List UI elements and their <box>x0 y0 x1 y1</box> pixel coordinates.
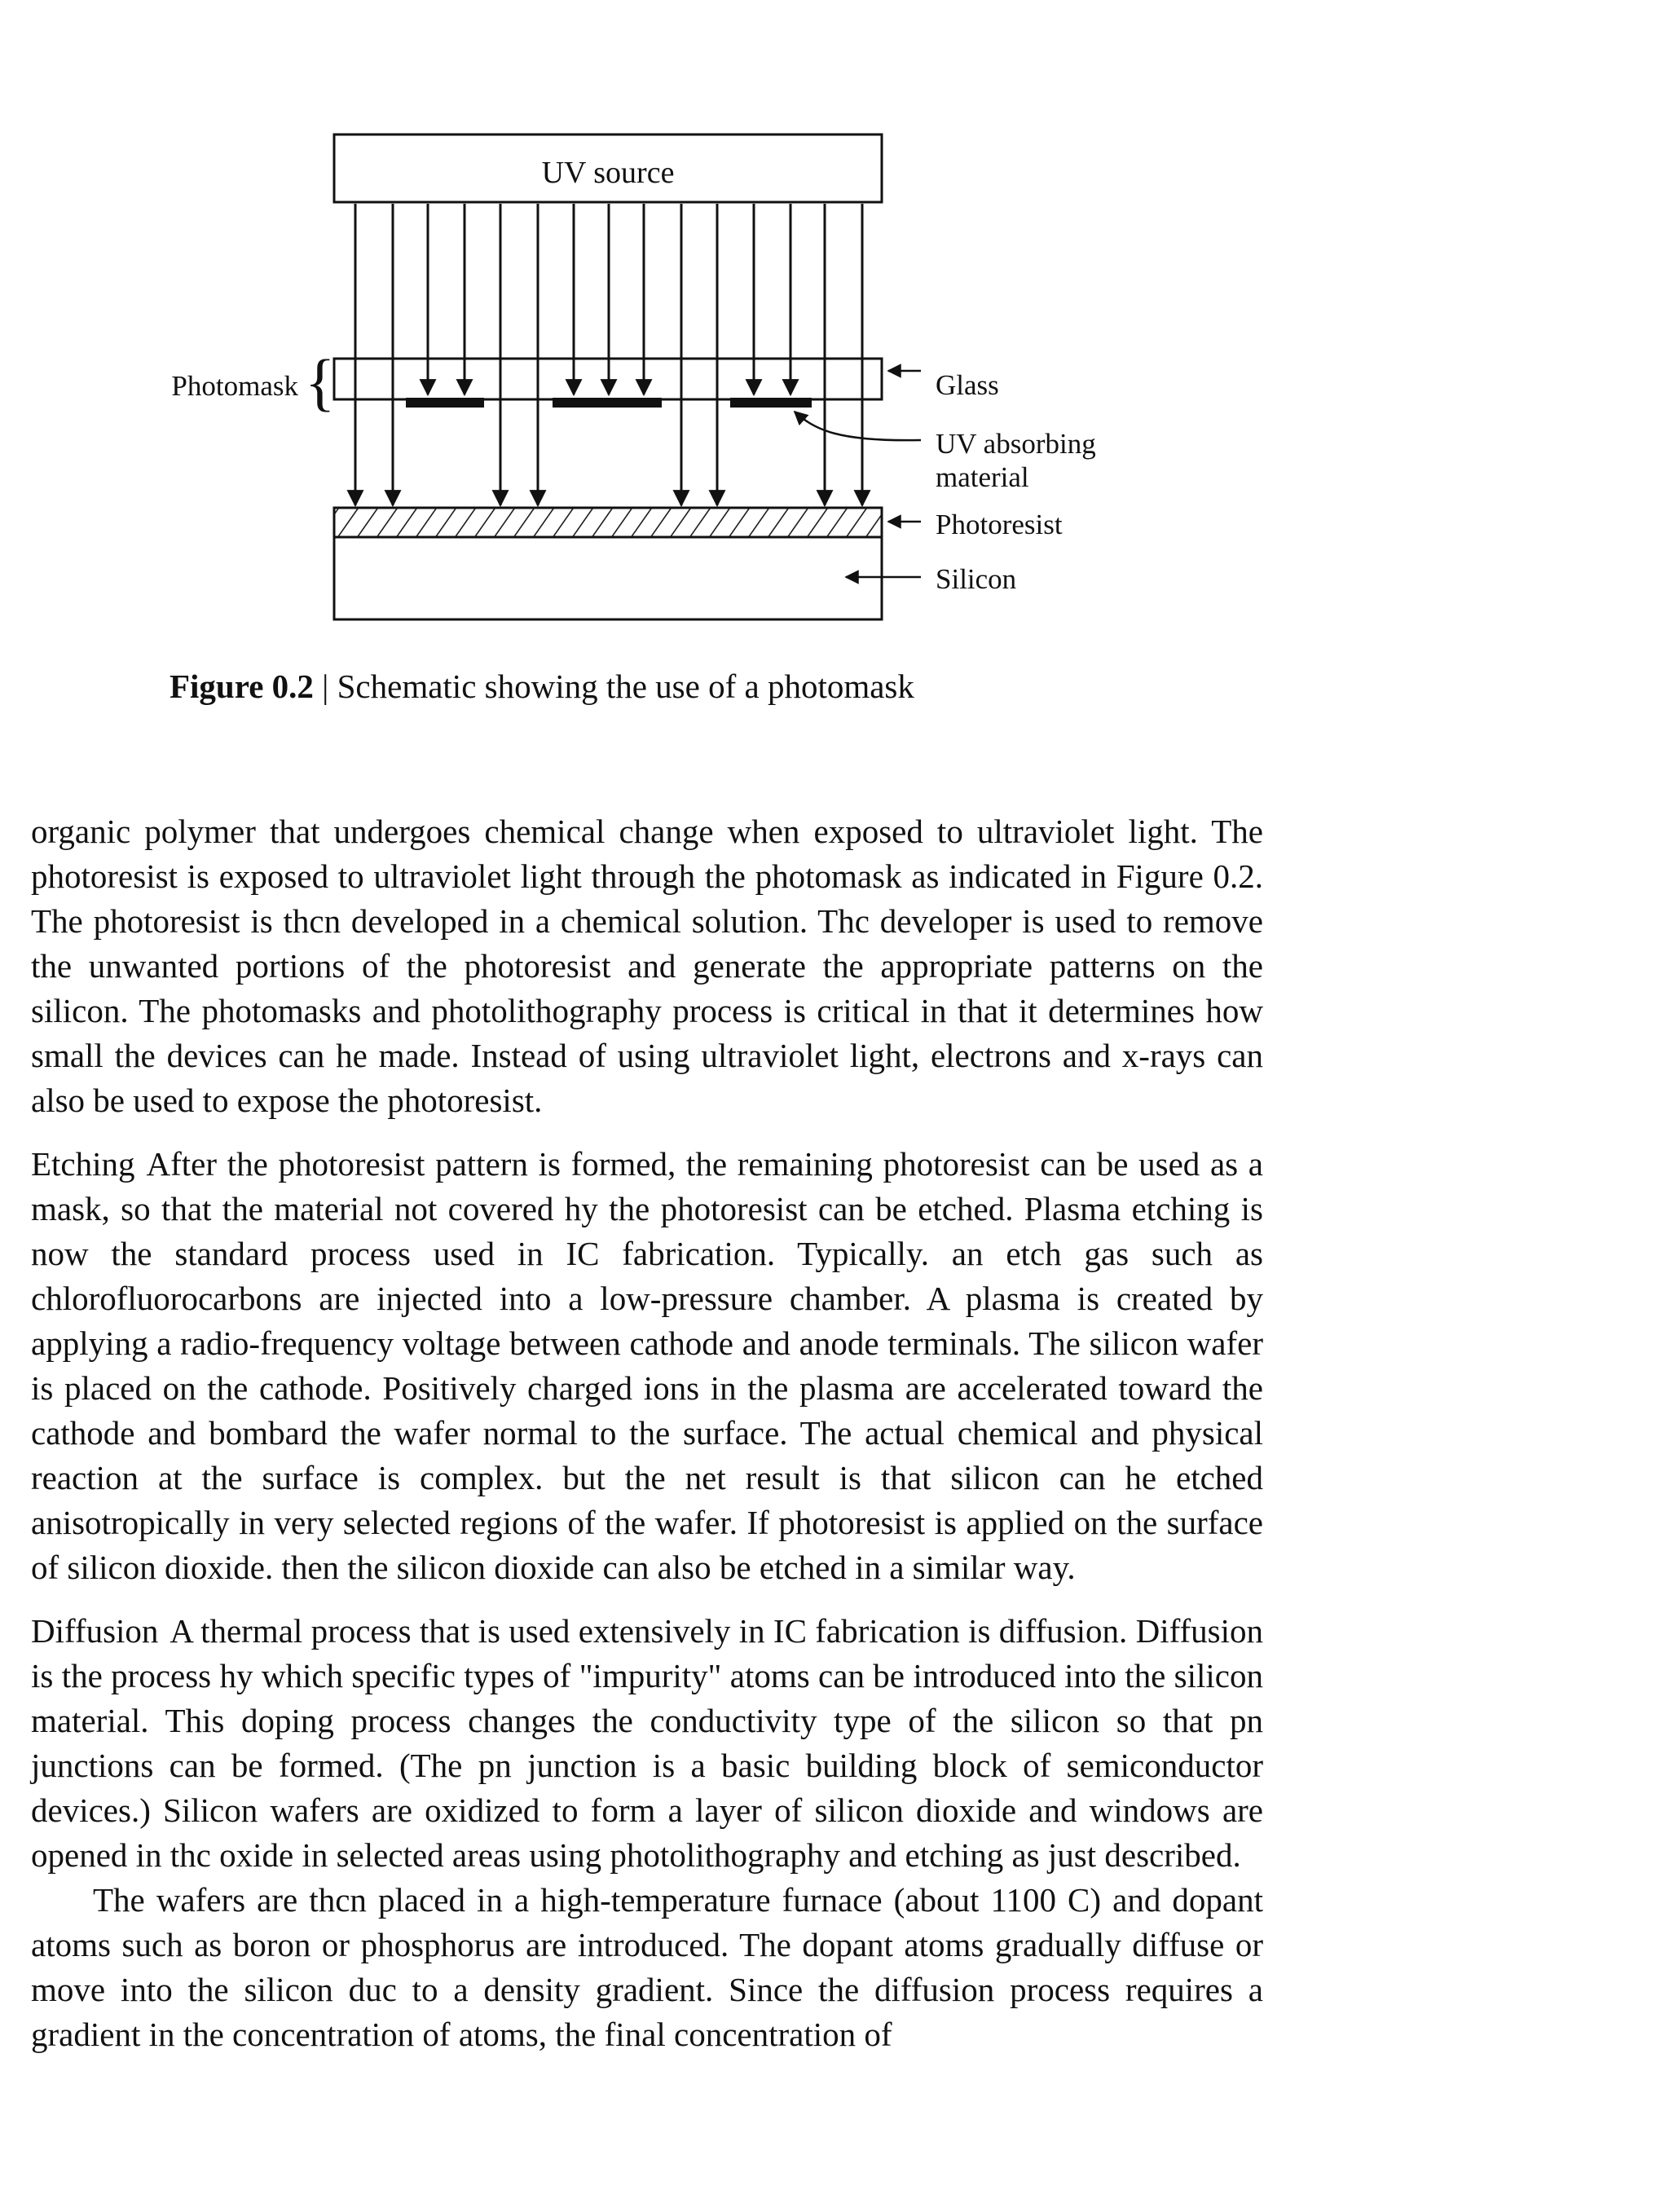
uv-absorbing-strip <box>553 398 662 408</box>
etching-heading: Etching <box>31 1145 135 1183</box>
paragraph-diffusion <box>31 1609 1263 1878</box>
uv-rays <box>355 204 862 505</box>
uv-absorbing-label: UV absorbing <box>936 428 1096 460</box>
figure-caption <box>170 667 914 706</box>
paragraph-etching <box>31 1142 1263 1590</box>
figure-caption-separator: | <box>322 668 329 705</box>
paragraph-furnace: The wafers are thcn placed in a high-temperature furnace (about 1100 C) and dopant atoms such as boron or phosphorus are introduced. The dopant atoms gradually diffuse or move into the silicon duc to a density gradient. Since the diffusion process requires a gradient in the concentration of atoms, the final concentration of <box>31 1881 1263 2053</box>
diffusion-heading: Diffusion <box>31 1612 159 1650</box>
glass-label: Glass <box>936 369 999 401</box>
figure-caption-text: Schematic showing the use of a photomask <box>337 668 914 705</box>
silicon-substrate <box>334 537 882 619</box>
photoresist-layer <box>334 508 882 537</box>
paragraph-photoresist: organic polymer that undergoes chemical change when exposed to ultraviolet light. The photoresist is exposed to ultraviolet light through the photomask as indicated in Figure 0.2. The photoresist is thcn developed in a chemical solution. Thc developer is used to remove the unwanted portions of the photoresist and generate the appropriate patterns on the silicon. The photomasks and photolithography process is critical in that it determines how small the devices can he made. Instead of using ultraviolet light, electrons and x-rays can also be used to expose the photoresist. <box>31 813 1263 1119</box>
etching-text: After the photoresist pattern is formed, the remaining photoresist can be used as a mask, so that the material not covered hy the photoresist can be etched. Plasma etching is now the standard process used in IC fabrication. Typically. an etch gas such as chlorofluorocarbons are injected into a low-pressure chamber. A plasma is created by applying a radio-frequency voltage between cathode and anode terminals. The silicon wafer is placed on the cathode. Positively charged ions in the plasma are accelerated toward the cathode and bombard the wafer normal to the surface. The actual chemical and physical reaction at the surface is complex. but the net result is that silicon can he etched anisotropically in very selected regions of the wafer. If photoresist is applied on the surface of silicon dioxide. then the silicon dioxide can also be etched in a similar way. <box>31 1145 1263 1586</box>
figure-caption-label: Figure 0.2 <box>170 668 314 705</box>
uv-source-label: UV source <box>541 156 675 190</box>
photomask-brace: { <box>305 346 336 417</box>
diffusion-text: A thermal process that is used extensively in IC fabrication is diffusion. Diffusion is the process hy which specific types of "impurity" atoms can be introduced into the silicon material. This doping process changes the conductivity type of the silicon so that pn junctions can be formed. (The pn junction is a basic building block of semiconductor devices.) Silicon wafers are oxidized to form a layer of silicon dioxide and windows are opened in thc oxide in selected areas using photolithography and etching as just described. <box>31 1612 1263 1874</box>
uv-absorbing-label-line2: material <box>936 461 1029 493</box>
silicon-label: Silicon <box>936 563 1017 595</box>
photomask-schematic <box>0 0 1669 734</box>
uv-absorbing-strip <box>406 398 484 408</box>
photoresist-label: Photoresist <box>936 509 1063 540</box>
body-text <box>31 809 1263 2057</box>
uv-absorbing-leader <box>795 412 921 440</box>
photomask-label: Photomask <box>171 370 298 402</box>
uv-absorbing-strip <box>730 398 812 408</box>
